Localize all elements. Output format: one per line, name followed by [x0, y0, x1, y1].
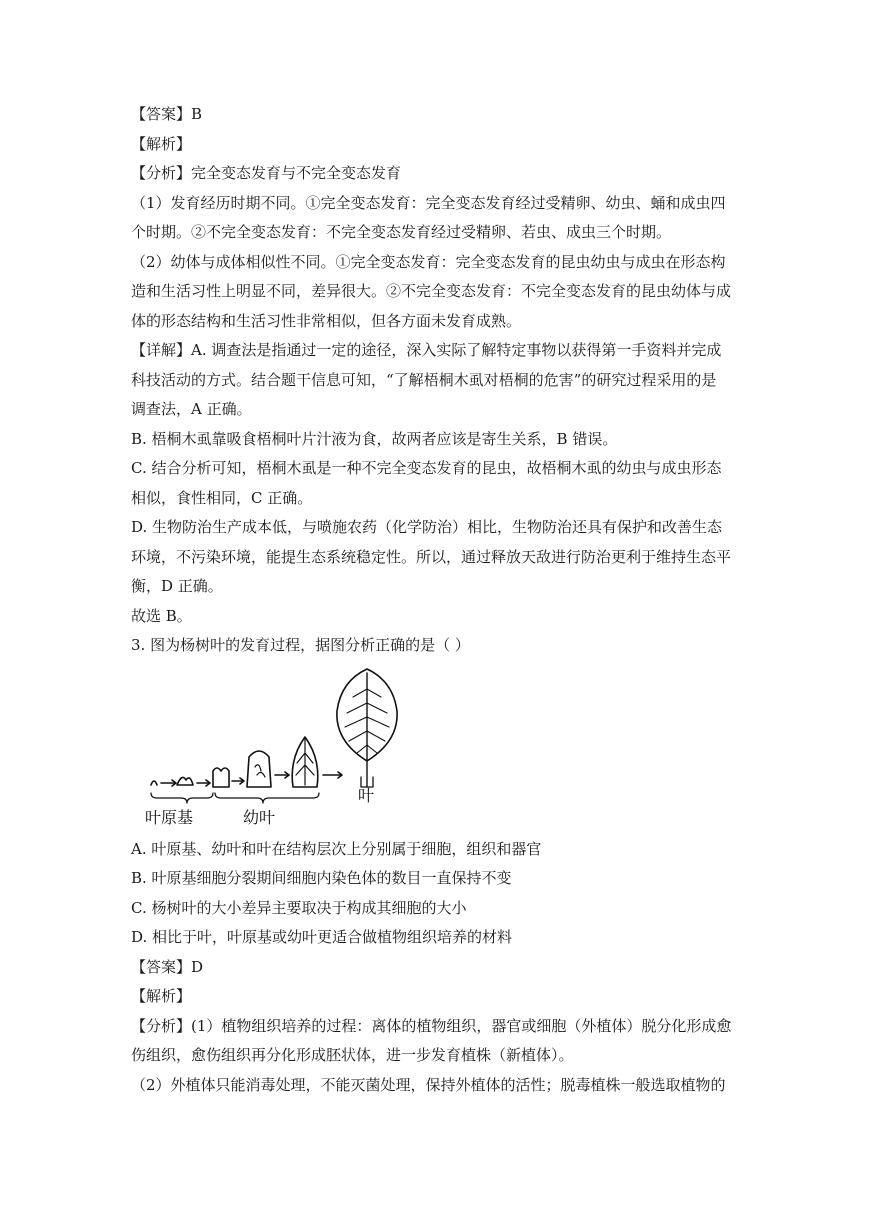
leaf-development-figure	[145, 667, 405, 827]
text-line: 体的形态结构和生活习性非常相似，但各方面未发育成熟。	[131, 311, 522, 330]
primordium-shape	[151, 781, 157, 785]
text-line: （1）发育经历时期不同。①完全变态发育：完全变态发育经过受精卵、幼虫、蛹和成虫四	[131, 193, 726, 212]
brace-primordium	[151, 793, 213, 803]
text-line: D. 生物防治生产成本低，与喷施农药（化学防治）相比，生物防治还具有保护和改善生态	[131, 518, 723, 536]
text-line: 故选 B。	[131, 606, 192, 625]
analysis-heading: 【解析】	[131, 987, 192, 1005]
text-line: （2）幼体与成体相似性不同。①完全变态发育：完全变态发育的昆虫幼虫与成虫在形态构	[131, 252, 726, 271]
answer-line: 【答案】B	[131, 105, 203, 123]
option-b: B. 叶原基细胞分裂期间细胞内染色体的数目一直保持不变	[131, 869, 512, 887]
text-line: 【详解】A. 调查法是指通过一定的途径，深入实际了解特定事物以获得第一手资料并完成	[131, 341, 722, 359]
option-c: C. 杨树叶的大小差异主要取决于构成其细胞的大小	[131, 898, 467, 917]
label-primordium: 叶原基	[145, 807, 194, 827]
label-leaf: 叶	[358, 785, 375, 805]
text-line: 个时期。②不完全变态发育：不完全变态发育经过受精卵、若虫、成虫三个时期。	[131, 223, 672, 241]
analysis-topic: 【分析】完全变态发育与不完全变态发育	[131, 164, 402, 182]
text-line: 科技活动的方式。结合题干信息可知，“了解梧桐木虱对梧桐的危害”的研究过程采用的是	[131, 370, 717, 389]
young-leaf-2	[247, 751, 271, 787]
option-d: D. 相比于叶，叶原基或幼叶更适合做植物组织培养的材料	[131, 928, 513, 946]
brace-young-leaf	[215, 793, 319, 803]
text-line: （2）外植体只能消毒处理，不能灭菌处理，保持外植体的活性；脱毒植株一般选取植物的	[131, 1075, 726, 1094]
option-a: A. 叶原基、幼叶和叶在结构层次上分别属于细胞，组织和器官	[131, 839, 542, 858]
answer-line: 【答案】D	[131, 957, 204, 976]
label-young-leaf: 幼叶	[243, 807, 276, 827]
document-body	[131, 100, 741, 1100]
text-line: 调查法，A 正确。	[131, 400, 252, 418]
text-line: 【分析】(1）植物组织培养的过程：离体的植物组织，器官或细胞（外植体）脱分化形成愈	[131, 1016, 732, 1035]
text-line: C. 结合分析可知，梧桐木虱是一种不完全变态发育的昆虫，故梧桐木虱的幼虫与成虫形态	[131, 459, 722, 477]
young-leaf-1	[213, 768, 229, 787]
text-line: 相似，食性相同，C 正确。	[131, 488, 313, 507]
question-3: 3. 图为杨树叶的发育过程，据图分析正确的是（ ）	[131, 636, 470, 654]
text-line: B. 梧桐木虱靠吸食梧桐叶片汁液为食，故两者应该是寄生关系，B 错误。	[131, 429, 618, 448]
text-line: 衡，D 正确。	[131, 577, 223, 595]
text-line: 伤组织，愈伤组织再分化形成胚状体，进一步发育植株（新植体）。	[131, 1046, 574, 1064]
analysis-heading: 【解析】	[131, 134, 192, 153]
text-line: 环境，不污染环境，能提生态系统稳定性。所以，通过释放天敌进行防治更利于维持生态平	[131, 547, 732, 566]
text-line: 造和生活习性上明显不同，差异很大。②不完全变态发育：不完全变态发育的昆虫幼体与成	[131, 282, 732, 300]
primordium-bump	[177, 777, 193, 785]
